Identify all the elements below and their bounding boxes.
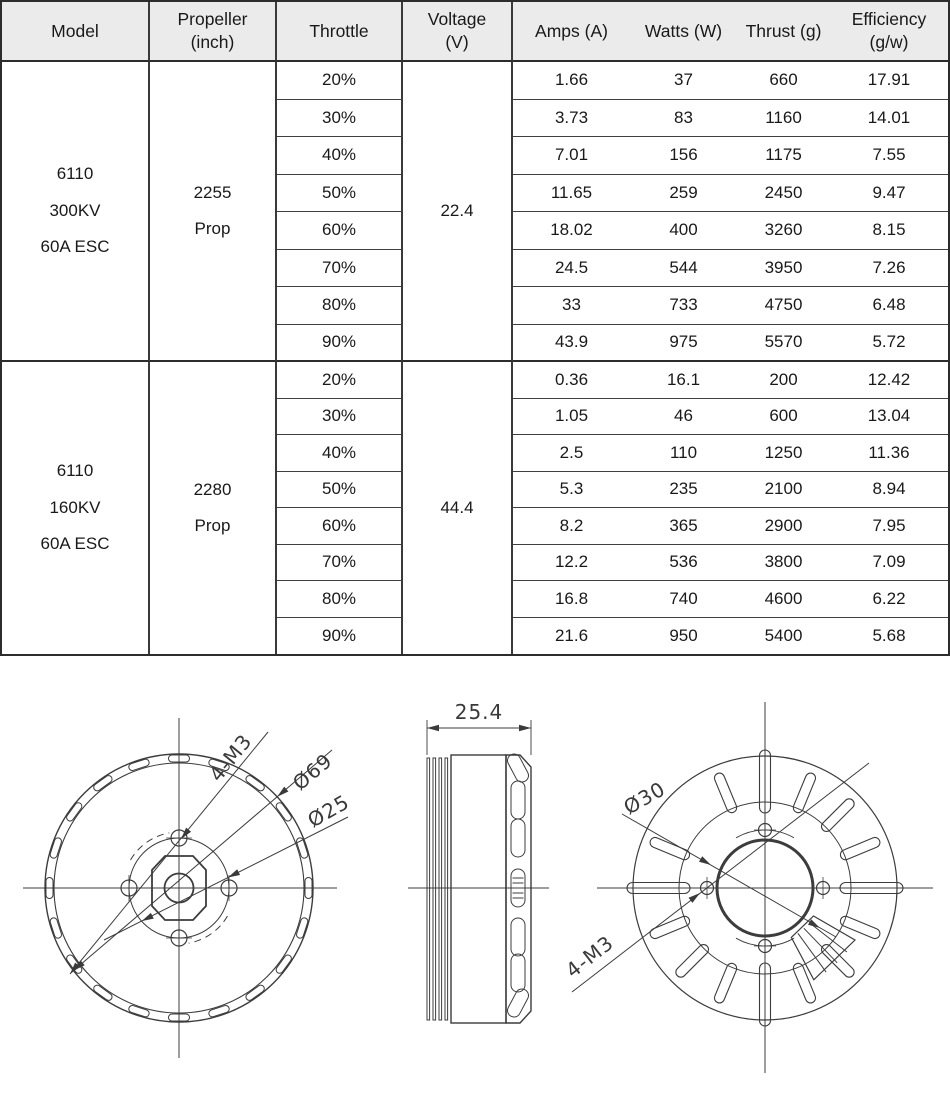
cooling-fin (439, 758, 442, 1020)
thrust-value: 3950 (764, 257, 803, 277)
radial-slot (674, 942, 711, 979)
thrust-value: 660 (769, 70, 798, 90)
throttle-value: 30% (321, 406, 357, 426)
efficiency-value: 5.72 (872, 332, 906, 352)
thrust-value: 3260 (764, 220, 803, 240)
header-unit: (A) (584, 20, 608, 41)
throttle-cell (277, 250, 403, 288)
throttle-cell (277, 62, 403, 100)
watts-value: 156 (669, 145, 698, 165)
front-view-drawing (23, 718, 354, 1058)
efficiency-value: 6.48 (872, 295, 906, 315)
watts-value: 544 (669, 257, 698, 277)
header-label: Model (51, 20, 99, 41)
col-header-performance-group (513, 2, 948, 62)
efficiency-value: 6.22 (872, 588, 906, 608)
model-line: 6110 (56, 461, 94, 481)
throttle-cell (277, 325, 403, 363)
propeller-cell (150, 62, 277, 362)
throttle-cell (277, 399, 403, 436)
col-header-watts (645, 20, 722, 43)
amps-value: 1.05 (554, 406, 589, 426)
model-line: 60A ESC (40, 237, 110, 257)
header-label: Efficiency (851, 9, 927, 29)
thrust-value: 4600 (764, 588, 803, 608)
dimension-arrow (519, 725, 531, 731)
header-label: Voltage (427, 9, 487, 29)
throttle-value: 50% (321, 182, 357, 202)
efficiency-value: 9.47 (872, 182, 906, 202)
header-unit: (V) (445, 32, 469, 52)
col-header-propeller (150, 2, 277, 62)
throttle-value: 50% (321, 479, 357, 499)
efficiency-value: 7.26 (872, 257, 906, 277)
efficiency-value: 11.36 (868, 442, 910, 462)
model-line: 300KV (49, 200, 101, 220)
thrust-value: 5400 (764, 625, 803, 645)
performance-row (513, 399, 948, 436)
amps-value: 7.01 (554, 145, 589, 165)
thrust-value: 2100 (764, 479, 803, 499)
voltage-cell (403, 62, 513, 362)
watts-value: 259 (669, 182, 698, 202)
efficiency-value: 17.91 (867, 70, 911, 90)
col-header-throttle (277, 2, 403, 62)
amps-value: 24.5 (554, 257, 589, 277)
propeller-line: 2280 (193, 479, 232, 499)
header-label: Thrust (745, 20, 796, 41)
header-unit: (g/w) (869, 32, 909, 52)
amps-value: 11.65 (550, 182, 593, 202)
watts-value: 46 (674, 406, 693, 426)
rear-mount-circle-diameter-label: Ø30 (619, 776, 670, 820)
side-view-drawing (408, 700, 549, 1023)
thrust-value: 200 (769, 369, 798, 389)
performance-row (513, 325, 948, 363)
performance-row (513, 175, 948, 213)
amps-value: 1.66 (554, 70, 589, 90)
throttle-cell (277, 435, 403, 472)
throttle-cell (277, 545, 403, 582)
thrust-value: 4750 (764, 295, 803, 315)
efficiency-value: 8.15 (872, 220, 906, 240)
watts-value: 37 (674, 70, 693, 90)
watts-value: 400 (669, 220, 698, 240)
watts-value: 740 (669, 588, 698, 608)
model-cell (2, 62, 150, 362)
efficiency-value: 7.55 (872, 145, 906, 165)
performance-row (513, 100, 948, 138)
rear-bolt-dim-label: 4-M3 (561, 930, 619, 983)
col-header-voltage (403, 2, 513, 62)
voltage-cell (403, 362, 513, 654)
amps-value: 2.5 (559, 442, 584, 462)
throttle-cell (277, 472, 403, 509)
model-line: 6110 (56, 164, 94, 184)
efficiency-value: 14.01 (867, 107, 911, 127)
amps-value: 21.6 (554, 625, 589, 645)
performance-row (513, 472, 948, 509)
throttle-value: 80% (321, 295, 357, 315)
header-unit: (W) (693, 20, 723, 41)
amps-value: 16.8 (554, 588, 589, 608)
performance-row (513, 362, 948, 399)
efficiency-value: 7.95 (872, 515, 906, 535)
thrust-value: 1250 (764, 442, 803, 462)
watts-value: 235 (669, 479, 698, 499)
watts-value: 733 (669, 295, 698, 315)
amps-value: 8.2 (559, 515, 584, 535)
model-line: 160KV (49, 497, 101, 517)
throttle-value: 40% (321, 145, 357, 165)
amps-value: 0.36 (554, 369, 589, 389)
header-unit: (g) (800, 20, 822, 41)
watts-value: 16.1 (666, 369, 701, 389)
propeller-line: Prop (194, 219, 231, 238)
throttle-value: 40% (321, 442, 357, 462)
efficiency-value: 5.68 (872, 625, 906, 645)
throttle-value: 20% (321, 369, 357, 389)
performance-row (513, 545, 948, 582)
throttle-value: 20% (321, 70, 357, 90)
propeller-line: Prop (194, 516, 231, 535)
performance-row (513, 137, 948, 175)
throttle-value: 70% (321, 257, 357, 277)
throttle-value: 90% (321, 332, 357, 352)
header-unit: (inch) (190, 32, 235, 52)
radial-slot (819, 942, 856, 979)
front-bolt-dim-label: 4-M3 (204, 729, 257, 787)
header-label: Amps (535, 20, 580, 41)
watts-value: 536 (669, 552, 698, 572)
cooling-fin (427, 758, 430, 1020)
throttle-cell (277, 175, 403, 213)
propeller-line: 2255 (193, 182, 232, 202)
performance-row (513, 250, 948, 288)
watts-value: 110 (669, 442, 698, 462)
performance-row (513, 212, 948, 250)
throttle-cell (277, 287, 403, 325)
amps-value: 5.3 (559, 479, 584, 499)
throttle-value: 70% (321, 552, 357, 572)
cooling-fin (445, 758, 448, 1020)
efficiency-value: 12.42 (867, 369, 911, 389)
throttle-value: 90% (321, 625, 357, 645)
col-header-efficiency (830, 8, 948, 54)
watts-value: 83 (674, 107, 693, 127)
propeller-cell (150, 362, 277, 654)
voltage-value: 22.4 (440, 201, 474, 220)
amps-value: 3.73 (554, 107, 589, 127)
model-cell (2, 362, 150, 654)
throttle-cell (277, 137, 403, 175)
front-outer-diameter-label: Ø69 (287, 748, 338, 796)
motor-dimension-drawing (0, 656, 950, 1107)
cooling-fin (433, 758, 436, 1020)
hatched-wedge (791, 916, 855, 980)
rear-view-drawing (561, 702, 933, 1073)
col-header-thrust (746, 20, 822, 43)
front-mount-circle-diameter-label: Ø25 (303, 789, 354, 833)
thrust-value: 5570 (764, 332, 803, 352)
throttle-value: 30% (321, 107, 357, 127)
technical-drawings (0, 656, 950, 1107)
throttle-value: 80% (321, 588, 357, 608)
watts-value: 975 (669, 332, 698, 352)
efficiency-value: 8.94 (872, 479, 906, 499)
thrust-value: 2450 (764, 182, 803, 202)
col-header-amps (535, 20, 608, 43)
efficiency-value: 13.04 (867, 406, 911, 426)
amps-value: 33 (562, 295, 581, 315)
amps-value: 18.02 (550, 220, 593, 240)
dimension-arrow (427, 725, 439, 731)
amps-value: 12.2 (554, 552, 589, 572)
thrust-value: 2900 (764, 515, 803, 535)
throttle-cell (277, 212, 403, 250)
watts-value: 950 (669, 625, 698, 645)
model-line: 60A ESC (40, 534, 110, 554)
thrust-value: 3800 (764, 552, 803, 572)
performance-row (513, 618, 948, 655)
throttle-cell (277, 508, 403, 545)
throttle-cell (277, 100, 403, 138)
side-width-dim-label: 25.4 (454, 700, 504, 724)
voltage-value: 44.4 (440, 498, 474, 517)
header-label: Propeller (177, 9, 248, 29)
header-label: Throttle (309, 20, 369, 41)
col-header-model (2, 2, 150, 62)
efficiency-value: 7.09 (872, 552, 906, 572)
thrust-value: 1160 (765, 107, 802, 127)
throttle-value: 60% (321, 515, 357, 535)
amps-value: 43.9 (554, 332, 589, 352)
watts-value: 365 (669, 515, 698, 535)
throttle-cell (277, 581, 403, 618)
performance-row (513, 435, 948, 472)
throttle-cell (277, 618, 403, 655)
performance-row (513, 581, 948, 618)
radial-slot (819, 797, 856, 834)
throttle-cell (277, 362, 403, 399)
dimension-arrow (808, 919, 822, 931)
thrust-value: 1175 (765, 145, 802, 165)
thrust-value: 600 (769, 406, 798, 426)
throttle-value: 60% (321, 220, 357, 240)
header-label: Watts (644, 20, 689, 41)
performance-row (513, 62, 948, 100)
performance-row (513, 508, 948, 545)
dimension-arrow (699, 856, 713, 868)
performance-row (513, 287, 948, 325)
